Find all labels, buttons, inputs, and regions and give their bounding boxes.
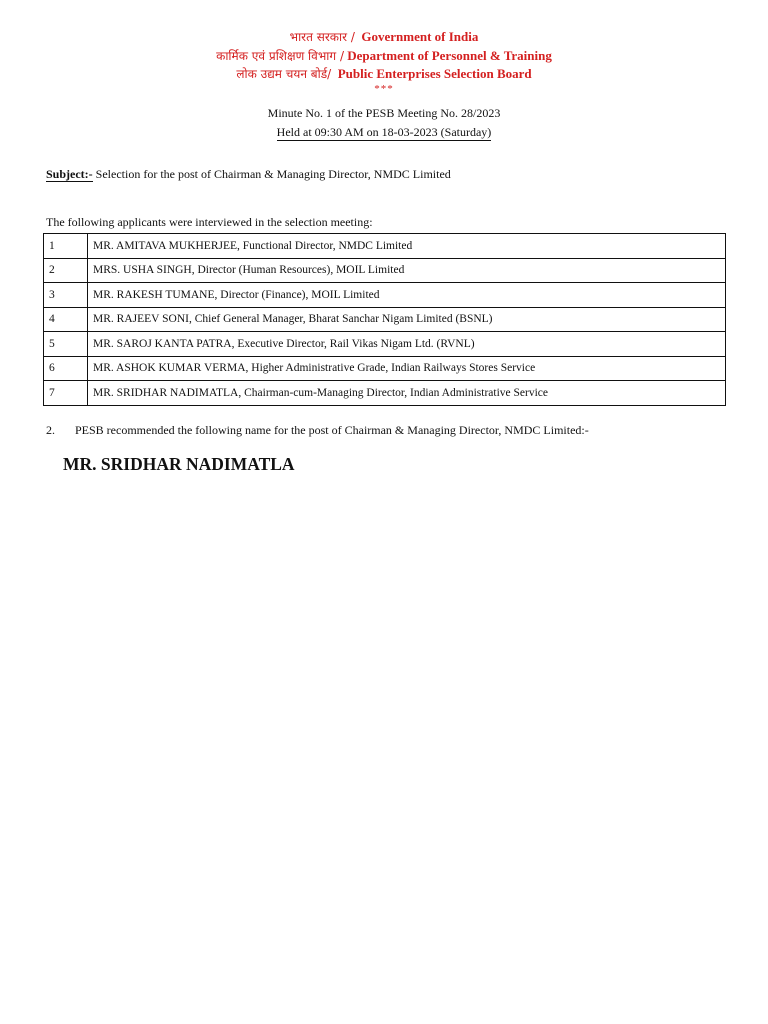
applicant-details: MR. ASHOK KUMAR VERMA, Higher Administrative Grade, Indian Railways Stores Service bbox=[88, 356, 726, 381]
letterhead-line-board bbox=[0, 65, 768, 84]
applicant-number: 6 bbox=[44, 356, 88, 381]
letterhead-line-government bbox=[0, 28, 768, 47]
subject-text: Selection for the post of Chairman & Managing Director, NMDC Limited bbox=[95, 167, 451, 181]
paragraph-number: 2. bbox=[46, 423, 55, 437]
applicant-number: 2 bbox=[44, 258, 88, 283]
applicant-number: 5 bbox=[44, 332, 88, 357]
applicants-table bbox=[43, 233, 726, 406]
table-row bbox=[44, 283, 726, 308]
letterhead-stars: *** bbox=[374, 82, 394, 95]
table-row bbox=[44, 381, 726, 406]
letterhead-government-english: Government of India bbox=[361, 29, 479, 44]
applicant-details: MRS. USHA SINGH, Director (Human Resources), MOIL Limited bbox=[88, 258, 726, 283]
applicants-intro: The following applicants were interviewed in the selection meeting: bbox=[46, 215, 373, 229]
table-row bbox=[44, 307, 726, 332]
applicant-number: 4 bbox=[44, 307, 88, 332]
table-row bbox=[44, 356, 726, 381]
table-row bbox=[44, 234, 726, 259]
minute-held-text: Held at 09:30 AM on 18-03-2023 (Saturday) bbox=[276, 125, 492, 139]
applicant-number: 3 bbox=[44, 283, 88, 308]
subject-label: Subject:- bbox=[46, 167, 93, 181]
applicant-details: MR. RAJEEV SONI, Chief General Manager, Bharat Sanchar Nigam Limited (BSNL) bbox=[88, 307, 726, 332]
recommended-candidate-name: MR. SRIDHAR NADIMATLA bbox=[63, 454, 295, 474]
applicant-details: MR. SAROJ KANTA PATRA, Executive Director, Rail Vikas Nigam Ltd. (RVNL) bbox=[88, 332, 726, 357]
letterhead-department-english: Department of Personnel & Training bbox=[347, 47, 552, 63]
minute-held bbox=[0, 125, 768, 140]
recommendation-paragraph bbox=[46, 423, 589, 438]
letterhead-department-hindi: कार्मिक एवं प्रशिक्षण विभाग / bbox=[216, 48, 344, 63]
subject-line bbox=[46, 167, 451, 182]
recommendation-text: PESB recommended the following name for the post of Chairman & Managing Director, NMDC Limited:- bbox=[75, 423, 589, 437]
applicant-details: MR. RAKESH TUMANE, Director (Finance), MOIL Limited bbox=[88, 283, 726, 308]
table-row bbox=[44, 258, 726, 283]
applicant-number: 1 bbox=[44, 234, 88, 259]
table-row bbox=[44, 332, 726, 357]
minute-number: Minute No. 1 of the PESB Meeting No. 28/2023 bbox=[267, 106, 501, 120]
applicant-details: MR. AMITAVA MUKHERJEE, Functional Director, NMDC Limited bbox=[88, 234, 726, 259]
letterhead-board-hindi: लोक उद्यम चयन बोर्ड/ bbox=[236, 67, 332, 81]
letterhead-board-english: Public Enterprises Selection Board bbox=[337, 66, 532, 81]
applicant-number: 7 bbox=[44, 381, 88, 406]
applicant-details: MR. SRIDHAR NADIMATLA, Chairman-cum-Managing Director, Indian Administrative Service bbox=[88, 381, 726, 406]
letterhead-government-hindi: भारत सरकार / bbox=[289, 30, 355, 44]
letterhead-line-department bbox=[0, 47, 768, 66]
letterhead bbox=[0, 28, 768, 94]
